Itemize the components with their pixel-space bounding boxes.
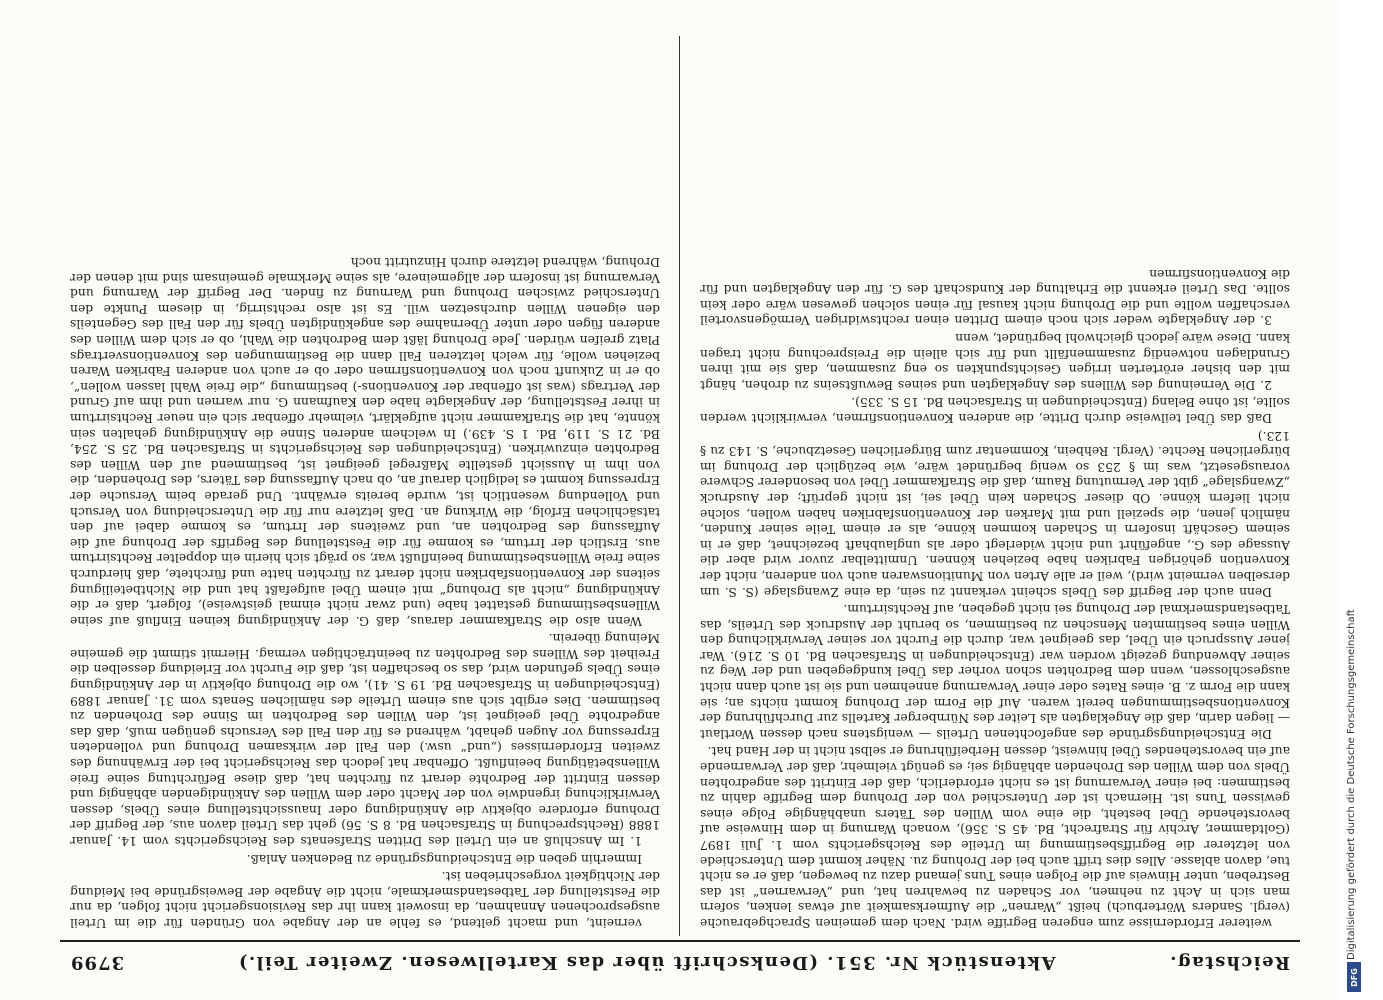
digitisation-credit-strip (1340, 0, 1383, 1000)
paragraph: 2. Die Verneinung des Willens des Angeklagten und seines Bewußtseins zu drohen, hängt mit den bisher erörterten irrigen Gesichtspunkten so eng zusammen, daß sie mit ihren Grundlagen notwendig zusammenfällt und für sich allein die Freisprechung nicht tragen kann. Diese wäre jedoch gleichwohl begründet, wenn (700, 331, 1290, 392)
text-column-right (70, 40, 660, 930)
paragraph: Die Entscheidungsgründe des angefochtenen Urteils — wenigstens nach dessen Wortlaut — liegen darin, daß die Angeklagten als Leiter des Nürnberger Kartells zur Durchführung der Konventionsbestimmungen bereit waren. Auf die Form der Drohung kommt nichts an; sie kann die Form z. B. eines Rates oder einer Verwarnung annehmen und sie ist auch dann nicht ausgeschlossen, wenn dem Bedrohten schon vorher das Übel kundgegeben und der Weg zu seiner Abwendung gezeigt worden war (Entscheidungen in Strafsachen Bd. 10 S. 216). War jener Ausspruch ein Übel, das geeignet war, durch die Furcht vor seiner Verwirklichung den Willen eines bestimmten Menschen zu bestimmen, so beruht der Ausdruck des Urteils, das Tatbestandsmerkmal der Drohung sei nicht gegeben, auf Rechtsirrtum. (700, 602, 1290, 741)
dfg-logo-icon (1347, 962, 1361, 992)
header-rule (60, 940, 1300, 942)
paragraph: 1. Im Anschluß an ein Urteil des Dritten Strafsenats des Reichsgerichts vom 14. Januar 1888 (Rechtsprechung in Strafsachen Bd. 8 S. 56) geht das Urteil davon aus, der Begriff der Drohung erfordere objektiv die Ankündigung oder Inaussichtstellung eines Übels, dessen Verwirklichung irgendwie von der Macht oder dem Willen des Ankündigenden abhängig und dessen Eintritt der Bedrohte derart zu fürchten hat, daß diese Befürchtung seine freie Willensbetätigung beeinflußt. Offenbar hat jedoch das Reichsgericht bei der Erwähnung des zweiten Erfordernisses („und“ usw.) den Fall der wirksamen Drohung und vollendeten Erpressung vor Augen gehabt, während es für den Fall des Versuchs genügen muß, daß das angedrohte Übel geeignet ist, den Willen des Bedrohten im Sinne des Drohenden zu bestimmen. Dies ergibt sich aus einem Urteile des nämlichen Senats vom 31. Januar 1889 (Entscheidungen in Strafsachen Bd. 19 S. 41), wo die Drohung objektiv in der Ankündigung eines Übels gefunden wird, das so beschaffen ist, daß die Furcht vor Erleidung desselben die Freiheit des Willens des Bedrohten zu beeinträchtigen vermag. Hiermit stimmt die gemeine Meinung überein. (70, 631, 660, 849)
header-title: Aktenstück Nr. 351. (Denkschrift über das Kartellwesen. Zweiter Teil.) (237, 952, 1056, 974)
paragraph: weiterer Erfordernisse zum engeren Begriffe wird. Nach dem gemeinen Sprachgebrauche (vergl. Sanders Wörterbuch) heißt „Warnen“ die Aufmerksamkeit auf etwas lenken, sofern man sich in Acht zu nehmen, vor Schaden zu bewahren hat, und „Verwarnen“ ist das Bestreben, unter Hinweis auf die Folgen eines Tuns jemand dazu zu bewegen, daß er es nicht tue, davon ablasse. Alles dies trifft auch bei der Drohung zu. Näher kommt dem Unterschiede von letzterer die Begriffsbestimmung im Urteile des Reichsgerichts vom 1. Juli 1897 (Goltdammer, Archiv für Strafrecht, Bd. 45 S. 356), wonach Warnung in dem Hinweise auf bevorstehende Übel besteht, die eine vom Willen des Täters unabhängige Folge eines gewissen Tuns ist. Hiernach ist der Unterschied von der Drohung dem Begriffe dahin zu bestimmen: bei einer Verwarnung ist es nicht erforderlich, daß der Eintritt des angedrohten Übels von dem Willen des Drohenden abhängig sei; es genügt vielmehr, daß der Verwarnende auf ein bevorstehendes Übel hinweist, dessen Herbeiführung er selbst nicht in der Hand hat. (700, 744, 1290, 930)
paragraph: verneint, und macht geltend, es fehle an der Angabe von Gründen für die im Urteil ausgesprochenen Annahmen, da insoweit kann ihr das Revisionsgericht nicht folgen, da nur die Feststellung der Tatbestandsmerkmale, nicht die Angabe der Beweisgründe bei Meidung der Nichtigkeit vorgeschrieben ist. (70, 869, 660, 930)
header-page-number: 3799 (70, 952, 125, 974)
page-header (60, 946, 1300, 980)
text-column-left (700, 40, 1290, 930)
dfg-logo-label: DFG (1349, 967, 1359, 987)
paragraph: Wenn also die Strafkammer daraus, daß G. der Ankündigung keinen Einfluß auf seine Willensbestimmung gestattet habe (und zwar nicht einmal geistweise), folgert, daß er die Ankündigung „nicht als Drohung“ mit einem Übel aufgefaßt hat und die Nichtbeteiligung seitens der Konventionsfabriken nicht derart zu fürchten hatte und fürchtete, daß hierdurch seine freie Willensbestimmung beeinflußt war, so prägt sich hierin ein doppelter Rechtsirrtum aus. Erstlich der Irrtum, es komme für die Feststellung des Begriffs der Drohung auf die Auffassung des Bedrohten an, und zweitens der Irrtum, es komme dabei auf den tatsächlichen Erfolg, die Wirkung an. Daß letztere nur für die Unterscheidung von Versuch und Vollendung wesentlich ist, wurde bereits erwähnt. Und gerade beim Versuche der Erpressung kommt es lediglich darauf an, ob nach Auffassung des Täters, des Drohenden, die von ihm in Aussicht gestellte Maßregel geeignet ist, bestimmend auf den Willen des Bedrohten einzuwirken. (Entscheidungen des Reichsgerichts in Strafsachen Bd. 25 S. 254, Bd. 21 S. 119, Bd. 1 S. 439.) In welchem anderen Sinne die Ankündigung gehalten sein könnte, hat die Strafkammer nicht aufgeklärt, vielmehr offenbar sich ein neuer Rechtsirrtum in ihrer Feststellung, der Angeklagte habe den Kaufmann G. nur warnen und ihm auf Grund der Vertrags (was ist offenbar der Konventions-) bestimmung „die freie Wahl lassen wollen“, ob er in Zukunft noch von Konventionsfirmen oder ob er auch von anderen Fabriken Waren beziehen wolle, für welch letzteren Fall dann die Bestimmungen des Konventionsvertrags Platz greifen würden. Jede Drohung läßt dem Bedrohten die Wahl, ob er sich dem Willen des anderen fügen oder unter Übernahme des angekündigten Übels für den Fall des Gegenteils den eigenen Willen durchsetzen will. Es ist also rechtsirrig, in diesem Punkte den Unterschied zwischen Drohung und Warnung zu finden. Der Begriff der Warnung und Verwarnung ist insofern der allgemeinere, als seine Merkmale gemeinsam sind mit denen der Drohung, während letztere durch Hinzutritt noch (70, 255, 660, 628)
paragraph: Immerhin geben die Entscheidungsgründe zu Bedenken Anlaß. (246, 851, 642, 866)
rotated-page-content (60, 30, 1300, 980)
column-divider (679, 36, 680, 936)
header-publication: Reichstag. (1168, 952, 1290, 974)
paragraph: Daß das Übel teilweise durch Dritte, die anderen Konventionsfirmen, verwirklicht werden sollte, ist ohne Belang (Entscheidungen in Strafsachen Bd. 15 S. 335). (700, 395, 1290, 425)
paragraph: Denn auch der Begriff des Übels scheint verkannt zu sein, da eine Zwangslage (S. S. um derselben vermeint wird), weil er alle Arten von Munitionswaren auch von anderen, nicht der Konvention gehörigen Fabriken habe beziehen können. Unmittelbar zuvor wird aber die Aussage des G., angeführt und nicht widerlegt oder als unglaubhaft bezeichnet, daß er in seinem Geschäft insofern in Schaden kommen könne, als er einem Teile seiner Kunden, nämlich jenen, die speziell und mit Marken der Konventionsfabriken haben wollen, solche nicht liefern könne. Ob dieser Schaden kein Übel sei, ist nicht geprüft; der Ausdruck „Zwangslage“ gibt der Vermutung Raum, daß die Strafkammer Übel von besonderer Schwere vorausgesetzt, was im § 253 so wenig begründet wäre, wie bezüglich der Drohung im bürgerlichen Rechte. (Vergl. Rehbein, Kommentar zum Bürgerlichen Gesetzbuche, S. 143 zu § 123.) (700, 428, 1290, 599)
paragraph: 3. der Angeklagte weder sich noch einem Dritten einen rechtswidrigen Vermögensvorteil verschaffen wollte und die Drohung nicht kausal für einen solchen gewesen wäre oder kein sollte. Das Urteil erkennt die Erhaltung der Kundschaft des G. für den Angeklagten und für die Konventionsfirmen (700, 266, 1290, 328)
digitisation-credit-text: Digitalisierung gefördert durch die Deutsche Forschungsgemeinschaft (1346, 609, 1357, 960)
